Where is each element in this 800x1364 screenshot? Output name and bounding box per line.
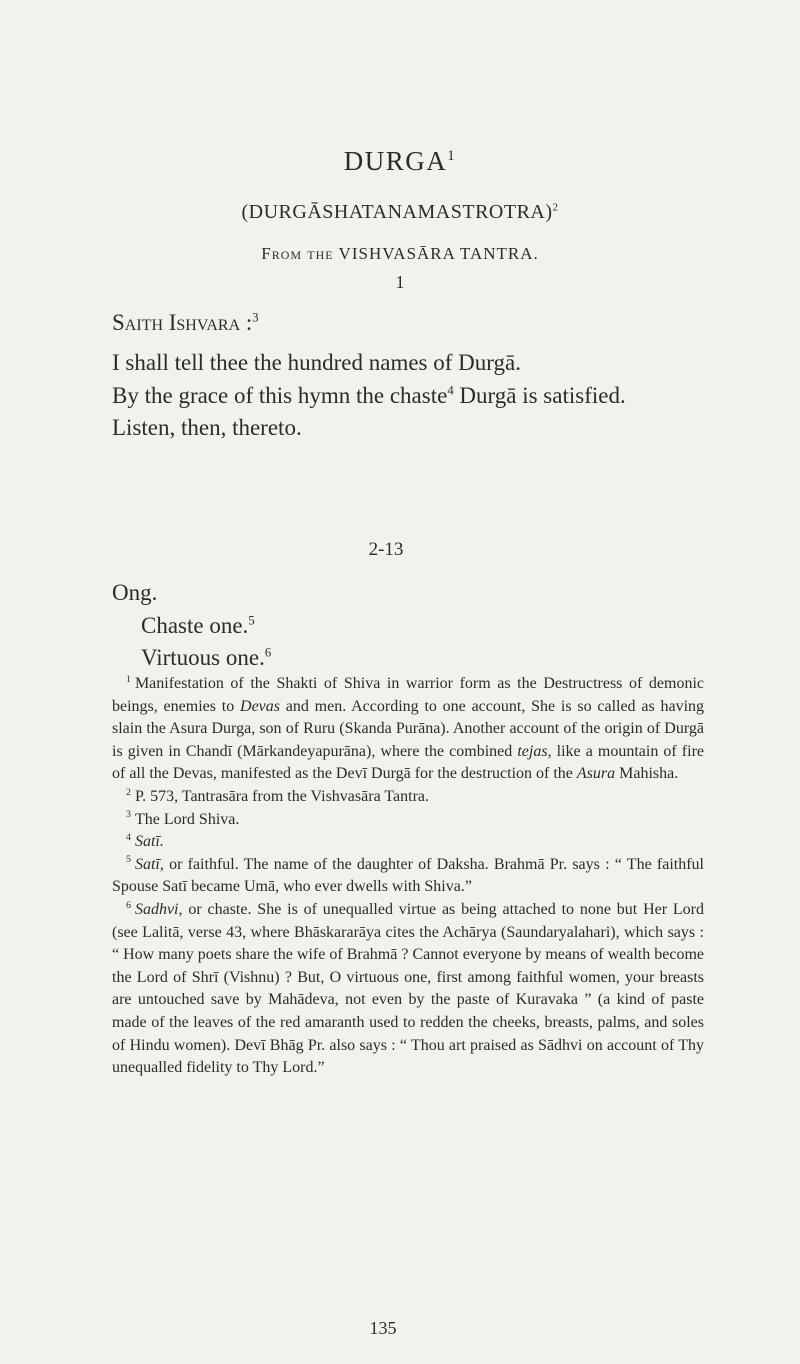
footnote-mark: 6 — [126, 899, 131, 911]
verse-chaste — [141, 613, 255, 639]
page-title — [0, 146, 800, 177]
title-text: DURGA — [343, 146, 448, 176]
page-number: 135 — [369, 1318, 397, 1338]
footnote-text: P. 573, Tantrasāra from the Vishvasāra Tantra. — [134, 787, 430, 805]
footnote-text: Satī. — [134, 833, 164, 851]
footnote-text: Sadhvi — [134, 900, 179, 918]
footnote — [112, 899, 704, 1080]
footnote-text: Satī — [134, 855, 160, 873]
footnote — [112, 786, 704, 809]
footnote-ref: 3 — [252, 310, 259, 325]
footnotes — [112, 673, 704, 1080]
section-number-2: 2-13 — [368, 539, 404, 560]
footnote-text: Mahisha. — [615, 765, 679, 783]
footnote-ref: 1 — [447, 148, 457, 164]
footnote-mark: 3 — [126, 809, 131, 821]
footnote-text: Devas — [240, 697, 280, 715]
verse-line-2 — [112, 383, 626, 409]
verse-virtuous — [141, 645, 271, 671]
verse-line-3: Listen, then, thereto. — [112, 415, 302, 440]
verse-line-1: I shall tell thee the hundred names of Durgā. — [112, 350, 521, 375]
section-number-1: 1 — [395, 272, 405, 292]
footnote-ref: 4 — [447, 383, 454, 398]
verse-text: Virtuous one. — [141, 645, 265, 670]
footnote-text: , like a mountain of fire of all the Devas, manifested as the Devī Durgā for the destruction of the — [112, 742, 705, 783]
footnote-ref: 6 — [264, 645, 272, 660]
verse-text: Chaste one. — [141, 613, 249, 638]
footnote-text: and men. According to one account, She is so called as having slain the Asura Durga, son of Ruru (Skanda Purāna). Another account of the origin of Durgā is given in Chandī (Mārkandeyapurāna), where the combined — [112, 697, 705, 760]
footnote-mark: 4 — [126, 831, 131, 843]
footnote — [112, 831, 704, 854]
footnote-text: The Lord Shiva. — [134, 810, 240, 828]
footnote-text: Manifestation of the Shakti of Shiva in warrior form as the Destructress of demonic beings, enemies to — [112, 675, 704, 715]
footnote-mark: 1 — [126, 673, 131, 685]
footnote — [112, 673, 704, 786]
footnote-ref: 2 — [552, 201, 559, 214]
subtitle-text: (DURGĀSHATANAMASTROTRA) — [241, 201, 553, 223]
verse-text: Saith Ishvara : — [112, 310, 253, 335]
source-line: From the VISHVASĀRA TANTRA. — [261, 244, 539, 263]
footnote — [112, 809, 704, 832]
footnote-mark: 2 — [126, 786, 131, 798]
page-subtitle — [0, 201, 800, 224]
footnote — [112, 854, 704, 899]
footnote-text: tejas — [517, 742, 548, 760]
footnote-text: Asura — [576, 765, 616, 783]
verse-text: Durgā is satisfied. — [453, 383, 626, 408]
verse-ong: Ong. — [112, 580, 158, 605]
verse-text: By the grace of this hymn the chaste — [112, 383, 448, 408]
verse-saith — [112, 310, 259, 336]
footnote-text: , or chaste. She is of unequalled virtue as being attached to none but Her Lord (see Lalitā, verse 43, where Bhāskararāya cites the Achārya (Saundaryalahari), which says : “ How many poets share the wife of Brahmā ? Cannot everyone by means of wealth become the Lord of Shrī (Vishnu) ? But, O virtuous one, first among faithful women, your breasts are untouched save by Mahādeva, not even by the paste of Kuravaka ” (a kind of paste made of the leaves of the red amaranth used to redden the cheeks, breasts, palms, and soles of Hindu women). Devī Bhāg Pr. also says : “ Thou art praised as Sādhvi on account of Thy unequalled fidelity to Thy Lord.” — [112, 900, 704, 1077]
footnote-ref: 5 — [248, 613, 255, 628]
footnote-text: , or faithful. The name of the daughter of Daksha. Brahmā Pr. says : “ The faithful Spouse Satī became Umā, who ever dwells with Shiva.” — [112, 855, 704, 896]
footnote-mark: 5 — [126, 854, 131, 866]
